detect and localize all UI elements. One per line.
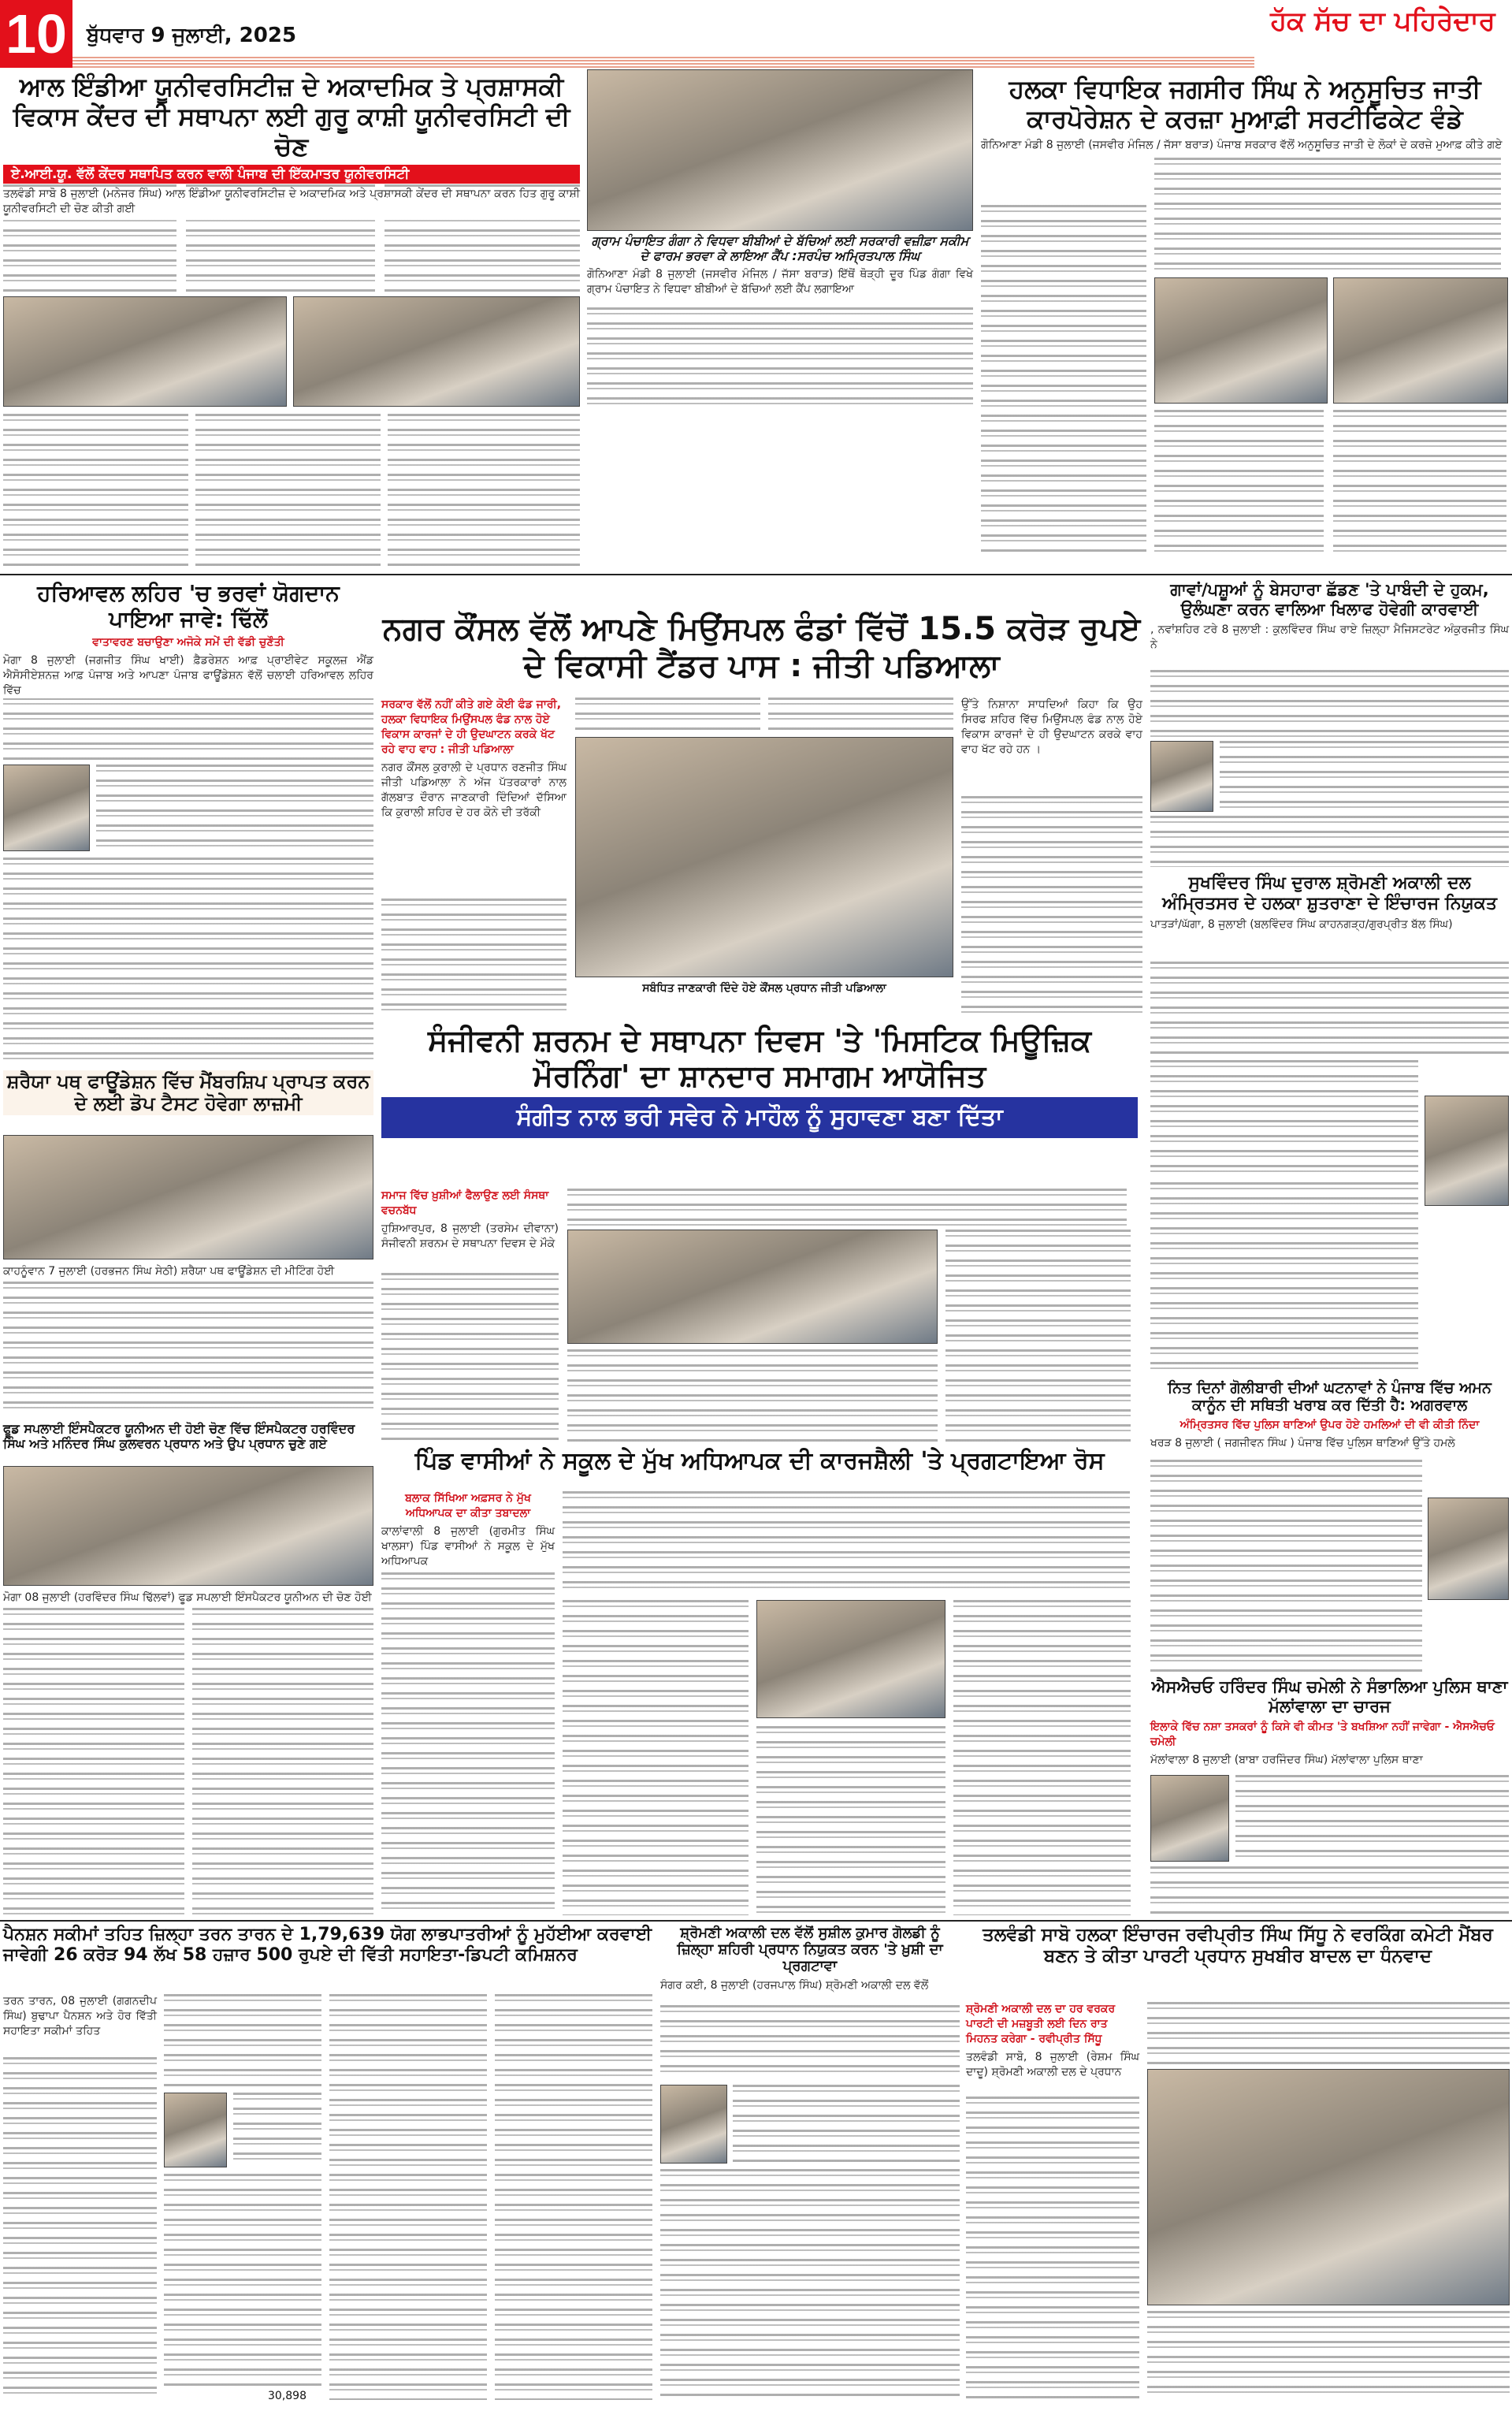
talwandi-headline-block [966,1925,1510,1967]
panchayat-body [587,307,973,410]
school-body [756,1726,945,1915]
issue-date: ਬੁੱਧਵਾਰ 9 ਜੁਲਾਈ, 2025 [87,24,297,47]
goldy-body [660,2169,960,2398]
council-body [381,899,567,1017]
pension-body [3,2057,157,2400]
aiu-photo [3,296,287,407]
council-lead2: ਉੱਤੇ ਨਿਸ਼ਾਨਾ ਸਾਧਦਿਆਂ ਕਿਹਾ ਕਿ ਉਹ ਸਿਰਫ ਸ਼ਹਿਰ ਵਿੱਚ ਮਿਉਂਸਪਲ ਫੰਡ ਨਾਲ ਹੋਏ ਵਿਕਾਸ ਕਾਰਜਾਂ ਦੇ ਹੀ ਉਦਘਾਟਨ ਕਰਕੇ ਵਾਹ ਵਾਹ ਖੱਟ ਰਹੇ ਹਨ । [961,698,1142,756]
school-body [563,1600,749,1915]
cattle-lead: , ਨਵਾਂਸ਼ਹਿਰ ਟਰੇ 8 ਜੁਲਾਈ : ਕੁਲਵਿੰਦਰ ਸਿੰਘ ਰਾਏ ਜ਼ਿਲ੍ਹਾ ਮੈਜਿਸਟਰੇਟ ਅੰਕੁਰਜੀਤ ਸਿੰਘ ਨੇ [1150,623,1509,651]
talwandi-subhead: ਸ਼੍ਰੋਮਣੀ ਅਕਾਲੀ ਦਲ ਦਾ ਹਰ ਵਰਕਰ ਪਾਰਟੀ ਦੀ ਮਜ਼ਬੂਤੀ ਲਈ ਦਿਨ ਰਾਤ ਮਿਹਨਤ ਕਰੇਗਾ - ਰਵੀਪ੍ਰੀਤ ਸਿੱਧੂ [966,2002,1139,2047]
sukhwinder-photo [1425,1096,1509,1206]
jagsir-photo [1333,277,1508,404]
newspaper-logo: ਹੱਕ ਸੱਚ ਦਾ ਪਹਿਰੇਦਾਰ [1270,6,1495,37]
panchayat-lead: ਗੋਨਿਆਣਾ ਮੰਡੀ 8 ਜੁਲਾਈ (ਜਸਵੀਰ ਮੰਜਿਲ / ਜੱਸਾ ਬਰਾੜ) ਇੱਥੋਂ ਥੋੜ੍ਹੀ ਦੂਰ ਪਿੰਡ ਗੰਗਾ ਵਿਖੇ ਗ੍ਰਾਮ ਪੰਚਾਇਤ ਨੇ ਵਿਧਵਾ ਬੀਬੀਆਂ ਦੇ ਬੱਚਿਆਂ ਲਈ ਕੈਂਪ ਲਗਾਇਆ [587,267,973,296]
jagsir-photo [1154,277,1328,404]
cattle-headline: ਗਾਵਾਂ/ਪਸ਼ੂਆਂ ਨੂੰ ਬੇਸਹਾਰਾ ਛੱਡਣ 'ਤੇ ਪਾਬੰਦੀ ਦੇ ਹੁਕਮ, ਉਲੰਘਣਾ ਕਰਨ ਵਾਲਿਆ ਖਿਲਾਫ ਹੋਵੇਗੀ ਕਾਰਵਾਈ [1150,580,1509,619]
sukhwinder-body [1150,1060,1418,1178]
pension-body [329,1994,487,2400]
school-subhead: ਬਲਾਕ ਸਿੱਖਿਆ ਅਫ਼ਸਰ ਨੇ ਮੁੱਖ ਅਧਿਆਪਕ ਦਾ ਕੀਤਾ ਤਬਾਦਲਾ [381,1491,555,1521]
sho-headline: ਐਸਐਚਓ ਹਰਿੰਦਰ ਸਿੰਘ ਚਮੇਲੀ ਨੇ ਸੰਭਾਲਿਆ ਪੁਲਿਸ ਥਾਣਾ ਮੱਲਾਂਵਾਲਾ ਦਾ ਚਾਰਜ [1151,1677,1508,1716]
sanjivani-banner: ਸੰਗੀਤ ਨਾਲ ਭਰੀ ਸਵੇਰ ਨੇ ਮਾਹੌਲ ਨੂੰ ਸੁਹਾਵਣਾ ਬਣਾ ਦਿੱਤਾ [381,1097,1138,1138]
goldy-lead: ਸੰਗਰ ਕਈ, 8 ਜੁਲਾਈ (ਹਰਜਪਾਲ ਸਿੰਘ) ਸ਼੍ਰੋਮਣੀ ਅਕਾਲੀ ਦਲ ਵੱਲੋਂ [660,1978,960,1993]
sho-subhead: ਇਲਾਕੇ ਵਿੱਚ ਨਸ਼ਾ ਤਸਕਰਾਂ ਨੂੰ ਕਿਸੇ ਵੀ ਕੀਮਤ 'ਤੇ ਬਖਸ਼ਿਆ ਨਹੀਂ ਜਾਵੇਗਾ - ਐਸਐਚਓ ਚਮੇਲੀ [1150,1720,1509,1750]
sho-lead: ਮੱਲਾਂਵਾਲਾ 8 ਜੁਲਾਈ (ਬਾਬਾ ਹਰਜਿੰਦਰ ਸਿੰਘ) ਮੱਲਾਂਵਾਲਾ ਪੁਲਿਸ ਥਾਣਾ [1150,1753,1509,1768]
talwandi-lead: ਤਲਵੰਡੀ ਸਾਬੋ, 8 ਜੁਲਾਈ (ਰੇਸ਼ਮ ਸਿੰਘ ਦਾਦੂ) ਸ਼੍ਰੋਮਣੀ ਅਕਾਲੀ ਦਲ ਦੇ ਪ੍ਰਧਾਨ [966,2051,1139,2078]
school-headline-block [381,1447,1138,1475]
jagsir-body [1154,410,1324,552]
divider [0,574,1512,575]
jagsir-body [981,205,1146,552]
pension-headline: ਪੈਨਸ਼ਨ ਸਕੀਮਾਂ ਤਹਿਤ ਜ਼ਿਲ੍ਹਾ ਤਰਨ ਤਾਰਨ ਦੇ 1,79,639 ਯੋਗ ਲਾਭਪਾਤਰੀਆਂ ਨੂੰ ਮੁਹੱਈਆ ਕਰਵਾਈ ਜਾਵੇਗੀ 26 ਕਰੋੜ 94 ਲੱਖ 58 ਹਜ਼ਾਰ 500 ਰੁਪਏ ਦੀ ਵਿੱਤੀ ਸਹਾਇਤਾ-ਡਿਪਟੀ ਕਮਿਸ਼ਨਰ [3,1925,654,1966]
council-lead2-block [961,698,1142,757]
divider [0,1920,1512,1922]
shreya-headline-block [3,1070,373,1115]
aiu-block [3,73,580,217]
jagsir-lead: ਗੋਨਿਆਣਾ ਮੰਡੀ 8 ਜੁਲਾਈ (ਜਸਵੀਰ ਮੰਜਿਲ / ਜੱਸਾ ਬਰਾੜ) ਪੰਜਾਬ ਸਰਕਾਰ ਵੱਲੋਂ ਅਨੁਸੂਚਿਤ ਜਾਤੀ ਦੇ ਲੋਕਾਂ ਦੇ ਕਰਜ਼ੇ ਮੁਆਫ਼ ਕੀਤੇ ਗਏ [981,138,1509,153]
talwandi-lead-block [966,2002,1139,2080]
sho-photo [1150,1775,1229,1862]
pension-headline-block [3,1925,654,1966]
council-lead-block [381,698,567,820]
agarwal-headline: ਨਿਤ ਦਿਨਾਂ ਗੋਲੀਬਾਰੀ ਦੀਆਂ ਘਟਨਾਵਾਂ ਨੇ ਪੰਜਾਬ ਵਿੱਚ ਅਮਨ ਕਾਨੂੰਨ ਦੀ ਸਥਿਤੀ ਖਰਾਬ ਕਰ ਦਿੱਤੀ ਹੈ: ਅਗਰਵਾਲ [1150,1379,1509,1415]
goldy-headline: ਸ਼੍ਰੋਮਣੀ ਅਕਾਲੀ ਦਲ ਵੱਲੋਂ ਸੁਸ਼ੀਲ ਕੁਮਾਰ ਗੋਲਡੀ ਨੂੰ ਜ਼ਿਲ੍ਹਾ ਸ਼ਹਿਰੀ ਪ੍ਰਧਾਨ ਨਿਯੁਕਤ ਕਰਨ 'ਤੇ ਖ਼ੁਸ਼ੀ ਦਾ ਪ੍ਰਗਟਾਵਾ [660,1925,960,1975]
sukhwinder-block [1150,873,1509,932]
shreya-photo [3,1135,373,1259]
agarwal-subhead: ਅੰਮ੍ਰਿਤਸਰ ਵਿੱਚ ਪੁਲਿਸ ਥਾਣਿਆਂ ਉਪਰ ਹੋਏ ਹਮਲਿਆਂ ਦੀ ਵੀ ਕੀਤੀ ਨਿੰਦਾ [1150,1418,1509,1433]
council-headline: ਨਗਰ ਕੌਂਸਲ ਵੱਲੋਂ ਆਪਣੇ ਮਿਉਂਸਪਲ ਫੰਡਾਂ ਵਿੱਚੋਂ 15.5 ਕਰੋੜ ਰੁਪਏ ਦੇ ਵਿਕਾਸੀ ਟੈਂਡਰ ਪਾਸ : ਜੀਤੀ ਪਡਿਆਲਾ [382,611,1141,685]
council-caption-block [575,982,953,995]
shreya-lead-block [3,1264,373,1279]
aiu-body [388,414,580,567]
supply-body [192,1608,373,1915]
supply-headline: ਫੂਡ ਸਪਲਾਈ ਇੰਸਪੈਕਟਰ ਯੂਨੀਅਨ ਦੀ ਹੋਈ ਚੋਣ ਵਿੱਚ ਇੰਸਪੈਕਟਰ ਹਰਵਿੰਦਰ ਸਿੰਘ ਅਤੇ ਮਨਿੰਦਰ ਸਿੰਘ ਕੁਲਵਰਨ ਪ੍ਰਧਾਨ ਅਤੇ ਉਪ ਪ੍ਰਧਾਨ ਚੁਣੇ ਗਏ [3,1422,373,1452]
jagsir-headline: ਹਲਕਾ ਵਿਧਾਇਕ ਜਗਸੀਰ ਸਿੰਘ ਨੇ ਅਨੁਸੂਚਿਤ ਜਾਤੀ ਕਾਰਪੋਰੇਸ਼ਨ ਦੇ ਕਰਜ਼ਾ ਮੁਆਫ਼ੀ ਸਰਟੀਫਿਕੇਟ ਵੰਡੇ [981,75,1509,135]
agarwal-body [1150,1460,1422,1672]
haryawal-body [3,698,373,761]
aiu-headline: ਆਲ ਇੰਡੀਆ ਯੂਨੀਵਰਸਿਟੀਜ਼ ਦੇ ਅਕਾਦਮਿਕ ਤੇ ਪ੍ਰਸ਼ਾਸਕੀ ਵਿਕਾਸ ਕੇਂਦਰ ਦੀ ਸਥਾਪਨਾ ਲਈ ਗੁਰੂ ਕਾਸ਼ੀ ਯੂਨੀਵਰਸਿਟੀ ਦੀ ਚੋਣ [3,73,580,162]
supply-headline-block [3,1422,373,1452]
sho-block [1150,1677,1509,1768]
sanjivani-lead: ਹੁਸ਼ਿਆਰਪੁਰ, 8 ਜੁਲਾਈ (ਤਰਸੇਮ ਦੀਵਾਨਾ) ਸੰਜੀਵਨੀ ਸ਼ਰਨਮ ਦੇ ਸਥਾਪਨਾ ਦਿਵਸ ਦੇ ਮੌਕੇ [381,1222,559,1250]
pension-body [233,2093,321,2167]
aiu-photo [293,296,580,407]
aiu-body [3,414,188,567]
shreya-lead: ਕਾਹਨੂੰਵਾਨ 7 ਜੁਲਾਈ (ਹਰਭਜਨ ਸਿੰਘ ਸੇਠੀ) ਸ਼ਰੈਯਾ ਪਥ ਫਾਊਂਡੇਸ਼ਨ ਦੀ ਮੀਟਿੰਗ ਹੋਈ [3,1264,373,1279]
aiu-body [195,414,381,567]
sukhwinder-body [1150,962,1509,1056]
pension-figure: 30,898 [268,2390,306,2402]
goldy-photo [660,2085,727,2164]
supply-lead: ਮੋਗਾ 08 ਜੁਲਾਈ (ਹਰਵਿੰਦਰ ਸਿੰਘ ਢਿੱਲਵਾਂ) ਫੂਡ ਸਪਲਾਈ ਇੰਸਪੈਕਟਰ ਯੂਨੀਅਨ ਦੀ ਚੋਣ ਹੋਈ [3,1591,373,1605]
haryawal-block [3,580,373,698]
sanjivani-lead-block [381,1189,559,1252]
pension-body [495,1994,652,2400]
talwandi-photo [1147,2069,1510,2305]
haryawal-body [3,858,373,1066]
council-body [961,796,1142,1017]
shreya-headline: ਸ਼ਰੈਯਾ ਪਥ ਫਾਊਂਡੇਸ਼ਨ ਵਿੱਚ ਮੈਂਬਰਸ਼ਿਪ ਪ੍ਰਾਪਤ ਕਰਨ ਦੇ ਲਈ ਡੋਪ ਟੈਸਟ ਹੋਵੇਗਾ ਲਾਜ਼ਮੀ [3,1070,373,1115]
school-lead-block [381,1491,555,1569]
haryawal-subhead: ਵਾਤਾਵਰਣ ਬਚਾਉਣਾ ਅਜੋਕੇ ਸਮੇਂ ਦੀ ਵੱਡੀ ਚੁਣੌਤੀ [3,635,373,650]
goldy-body [733,2085,960,2164]
pension-lead-block [3,1994,157,2039]
page-number: 10 [0,0,72,68]
aiu-subhead-bar: ਏ.ਆਈ.ਯੂ. ਵੱਲੋਂ ਕੇਂਦਰ ਸਥਾਪਿਤ ਕਰਨ ਵਾਲੀ ਪੰਜਾਬ ਦੀ ਇੱਕਮਾਤਰ ਯੂਨੀਵਰਸਿਟੀ [3,165,580,184]
sanjivani-subhead: ਸਮਾਜ ਵਿੱਚ ਖ਼ੁਸ਼ੀਆਂ ਫੈਲਾਉਣ ਲਈ ਸੰਸਥਾ ਵਚਨਬੱਧ [381,1189,559,1219]
panchayat-block [587,234,973,297]
haryawal-lead: ਮੋਗਾ 8 ਜੁਲਾਈ (ਜਗਜੀਤ ਸਿੰਘ ਖਾਈ) ਫ਼ੈਡਰੇਸ਼ਨ ਆਫ਼ ਪ੍ਰਾਈਵੇਟ ਸਕੂਲਜ਼ ਐਂਡ ਐਸੋਸੀਏਸ਼ਨਜ਼ ਆਫ਼ ਪੰਜਾਬ ਅਤੇ ਆਪਣਾ ਪੰਜਾਬ ਫਾਊਂਡੇਸ਼ਨ ਵੱਲੋਂ ਚਲਾਈ ਹਰਿਆਵਲ ਲਹਿਰ ਵਿੱਚ [3,654,373,698]
goldy-body [660,2005,960,2080]
sanjivani-body [381,1273,559,1442]
sho-body [1150,1866,1509,1915]
school-body [953,1600,1131,1915]
cattle-body [1150,670,1509,737]
pension-body [164,2174,321,2387]
cattle-body [1150,816,1509,867]
council-body [768,698,953,733]
pension-lead: ਤਰਨ ਤਾਰਨ, 08 ਜੁਲਾਈ (ਗਗਨਦੀਪ ਸਿੰਘ) ਬੁਢਾਪਾ ਪੈਨਸ਼ਨ ਅਤੇ ਹੋਰ ਵਿੱਤੀ ਸਹਾਇਤਾ ਸਕੀਮਾਂ ਤਹਿਤ [3,1995,157,2037]
panchayat-caption: ਗ੍ਰਾਮ ਪੰਚਾਇਤ ਗੰਗਾ ਨੇ ਵਿਧਵਾ ਬੀਬੀਆਂ ਦੇ ਬੱਚਿਆਂ ਲਈ ਸਰਕਾਰੀ ਵਜ਼ੀਫ਼ਾ ਸਕੀਮ ਦੇ ਫਾਰਮ ਭਰਵਾ ਕੇ ਲਾਇਆ ਕੈਂਪ :ਸਰਪੰਚ ਅਮ੍ਰਿਤਪਾਲ ਸਿੰਘ [587,234,973,264]
jagsir-block [981,75,1509,153]
school-body [381,1572,555,1915]
haryawal-photo [3,765,90,851]
school-photo [756,1600,945,1718]
council-headline-block [381,611,1142,685]
sukhwinder-headline: ਸੁਖਵਿੰਦਰ ਸਿੰਘ ਦੁਰਾਲ ਸ਼੍ਰੋਮਣੀ ਅਕਾਲੀ ਦਲ ਅੰਮ੍ਰਿਤਸਰ ਦੇ ਹਲਕਾ ਸ਼ੁਤਰਾਣਾ ਦੇ ਇੰਚਾਰਜ ਨਿਯੁਕਤ [1150,873,1509,914]
jagsir-body [1333,410,1506,552]
jagsir-body [1154,158,1501,272]
goldy-block [660,1925,960,1993]
haryawal-headline: ਹਰਿਆਵਲ ਲਹਿਰ 'ਚ ਭਰਵਾਂ ਯੋਗਦਾਨ ਪਾਇਆ ਜਾਵੇ: ਢਿੱਲੋਂ [3,580,373,632]
sukhwinder-body [1150,1182,1418,1371]
aiu-lead: ਤਲਵੰਡੀ ਸਾਬੋ 8 ਜੁਲਾਈ (ਮਨੇਜਰ ਸਿੰਘ) ਆਲ ਇੰਡੀਆ ਯੂਨੀਵਰਸਿਟੀਜ਼ ਦੇ ਅਕਾਦਮਿਕ ਅਤੇ ਪ੍ਰਸ਼ਾਸਕੀ ਕੇਂਦਰ ਦੀ ਸਥਾਪਨਾ ਕਰਨ ਹਿਤ ਗੁਰੂ ਕਾਸ਼ੀ ਯੂਨੀਵਰਸਿਟੀ ਦੀ ਚੋਣ ਕੀਤੀ ਗਈ [3,188,580,216]
council-body [575,698,760,733]
sanjivani-body [945,1230,1131,1442]
council-photo [575,737,953,977]
agarwal-photo [1428,1498,1509,1600]
talwandi-body [966,2097,1139,2400]
school-body [563,1491,1130,1594]
header-rule [72,57,1254,68]
sanjivani-body [567,1189,1127,1226]
sanjivani-headline-block [381,1023,1138,1138]
pension-body [164,1994,321,2089]
cattle-body [1220,741,1509,812]
sho-body [1235,1775,1509,1862]
sanjivani-headline: ਸੰਜੀਵਨੀ ਸ਼ਰਨਮ ਦੇ ਸਥਾਪਨਾ ਦਿਵਸ 'ਤੇ 'ਮਿਸਟਿਕ ਮਿਊਜ਼ਿਕ ਮੌਰਨਿੰਗ' ਦਾ ਸ਼ਾਨਦਾਰ ਸਮਾਗਮ ਆਯੋਜਿਤ [381,1023,1138,1094]
council-lead: ਨਗਰ ਕੌਂਸਲ ਕੁਰਾਲੀ ਦੇ ਪ੍ਰਧਾਨ ਰਣਜੀਤ ਸਿੰਘ ਜੀਤੀ ਪਡਿਆਲਾ ਨੇ ਅੱਜ ਪੱਤਰਕਾਰਾਂ ਨਾਲ ਗੱਲਬਾਤ ਦੌਰਾਨ ਜਾਣਕਾਰੀ ਦਿੰਦਿਆਂ ਦੱਸਿਆ ਕਿ ਕੁਰਾਲੀ ਸ਼ਹਿਰ ਦੇ ਹਰ ਕੋਨੇ ਦੀ ਤਰੱਕੀ [381,761,567,819]
agarwal-lead: ਖਰੜ 8 ਜੁਲਾਈ ( ਜਗਜੀਵਨ ਸਿੰਘ ) ਪੰਜਾਬ ਵਿੱਚ ਪੁਲਿਸ ਥਾਣਿਆਂ ਉੱਤੇ ਹਮਲੇ [1150,1436,1509,1451]
cattle-photo [1150,741,1213,812]
talwandi-body [1147,2002,1510,2065]
agarwal-block [1150,1379,1509,1451]
cattle-block [1150,580,1509,653]
pension-photo [164,2093,227,2167]
school-headline: ਪਿੰਡ ਵਾਸੀਆਂ ਨੇ ਸਕੂਲ ਦੇ ਮੁੱਖ ਅਧਿਆਪਕ ਦੀ ਕਾਰਜਸ਼ੈਲੀ 'ਤੇ ਪ੍ਰਗਟਾਇਆ ਰੋਸ [381,1447,1138,1475]
sanjivani-photo [567,1230,938,1344]
sanjivani-body [567,1349,938,1442]
haryawal-body [96,765,373,851]
council-subhead: ਸਰਕਾਰ ਵੱਲੋਂ ਨਹੀਂ ਕੀਤੇ ਗਏ ਕੋਈ ਫੰਡ ਜਾਰੀ, ਹਲਕਾ ਵਿਧਾਇਕ ਮਿਉਂਸਪਲ ਫੰਡ ਨਾਲ ਹੋਏ ਵਿਕਾਸ ਕਾਰਜਾਂ ਦੇ ਹੀ ਉਦਘਾਟਨ ਕਰਕੇ ਖੱਟ ਰਹੇ ਵਾਹ ਵਾਹ : ਜੀਤੀ ਪਡਿਆਲਾ [381,698,567,757]
shreya-body [3,1282,373,1416]
supply-lead-block [3,1591,373,1605]
talwandi-headline: ਤਲਵੰਡੀ ਸਾਬੋ ਹਲਕਾ ਇੰਚਾਰਜ ਰਵੀਪ੍ਰੀਤ ਸਿੰਘ ਸਿੱਧੂ ਨੇ ਵਰਕਿੰਗ ਕਮੇਟੀ ਮੈਂਬਰ ਬਣਨ ਤੇ ਕੀਤਾ ਪਾਰਟੀ ਪ੍ਰਧਾਨ ਸੁਖਬੀਰ ਬਾਦਲ ਦਾ ਧੰਨਵਾਦ [966,1925,1510,1967]
sukhwinder-lead: ਪਾਤੜਾਂ/ਘੱਗਾ, 8 ਜੁਲਾਈ (ਬਲਵਿੰਦਰ ਸਿੰਘ ਕਾਹਨਗੜ੍ਹ/ਗੁਰਪ੍ਰੀਤ ਬੱਲ ਸਿੰਘ) [1150,917,1509,932]
school-lead: ਕਾਲਾਂਵਾਲੀ 8 ਜੁਲਾਈ (ਗੁਰਮੀਤ ਸਿੰਘ ਖਾਲਸਾ) ਪਿੰਡ ਵਾਸੀਆਂ ਨੇ ਸਕੂਲ ਦੇ ਮੁੱਖ ਅਧਿਆਪਕ [381,1525,555,1568]
council-caption: ਸਬੰਧਿਤ ਜਾਣਕਾਰੀ ਦਿੰਦੇ ਹੋਏ ਕੌਂਸਲ ਪ੍ਰਧਾਨ ਜੀਤੀ ਪਡਿਆਲਾ [575,982,953,995]
panchayat-photo [587,69,973,231]
supply-photo [3,1466,373,1586]
supply-body [3,1608,184,1915]
talwandi-body [1147,2311,1510,2399]
